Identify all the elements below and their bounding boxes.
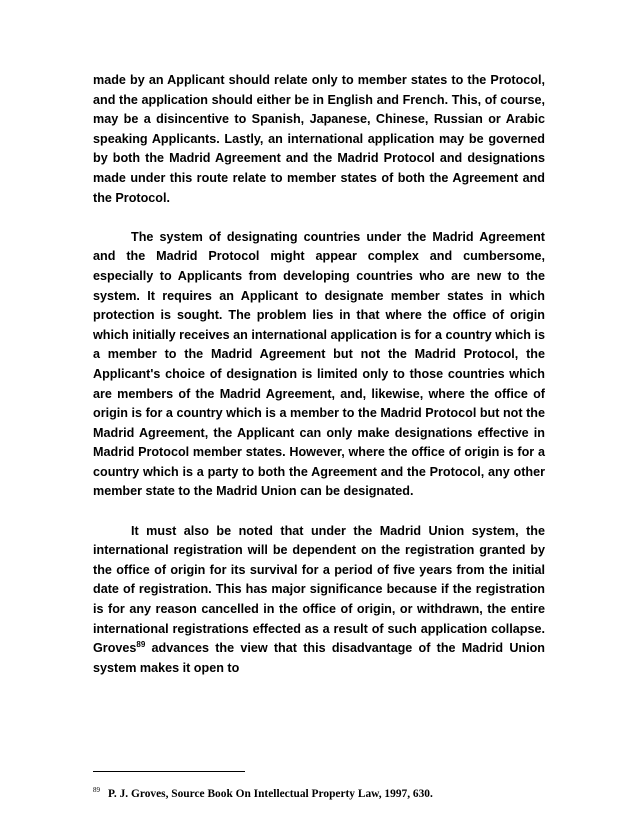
body-text [93,71,545,678]
footnote-separator [93,771,245,772]
paragraph-3 [93,522,545,679]
paragraph-2 [93,228,545,502]
paragraph-3-text: It must also be noted that under the Madrid Union system, the international registration will be dependent on the registration granted by the office of origin for its survival for a period of five years from the initial date of registration. This has major significance because if the registration is for any reason cancelled in the office of origin, or withdrawn, the entire international registrations effected as a result of such application collapse. Groves [93,523,545,656]
paragraph-3-text-continued: advances the view that this disadvantage of the Madrid Union system makes it open to [93,641,545,675]
footnote-text: P. J. Groves, Source Book On Intellectual Property Law, 1997, 630. [108,788,433,800]
paragraph-2-text: The system of designating countries under the Madrid Agreement and the Madrid Protocol might appear complex and cumbersome, especially to Applicants from developing countries who are new to the system. It requires an Applicant to designate member states in which protection is sought. The problem lies in that where the office of origin which initially receives an international application is for a country which is a member to the Madrid Agreement but not the Madrid Protocol, the Applicant's choice of designation is limited only to those countries which are members of the Madrid Agreement, and, likewise, where the office of origin is for a country which is a member to the Madrid Protocol but not the Madrid Agreement, the Applicant can only make designations effective in Madrid Protocol member states. However, where the office of origin is for a country which is a party to both the Agreement and the Protocol, any other member state to the Madrid Union can be designated. [93,229,545,499]
footnote-reference[interactable]: 89 [136,640,146,650]
paragraph-1-text: made by an Applicant should relate only to member states to the Protocol, and the application should either be in English and French. This, of course, may be a disincentive to Spanish, Japanese, Chinese, Russian or Arabic speaking Applicants. Lastly, an international application may be governed by both the Madrid Agreement and the Madrid Protocol and designations made under this route relate to member states of both the Agreement and the Protocol. [93,73,545,205]
footnote [93,787,545,801]
paragraph-1 [93,71,545,208]
footnote-number: 89 [93,786,100,795]
